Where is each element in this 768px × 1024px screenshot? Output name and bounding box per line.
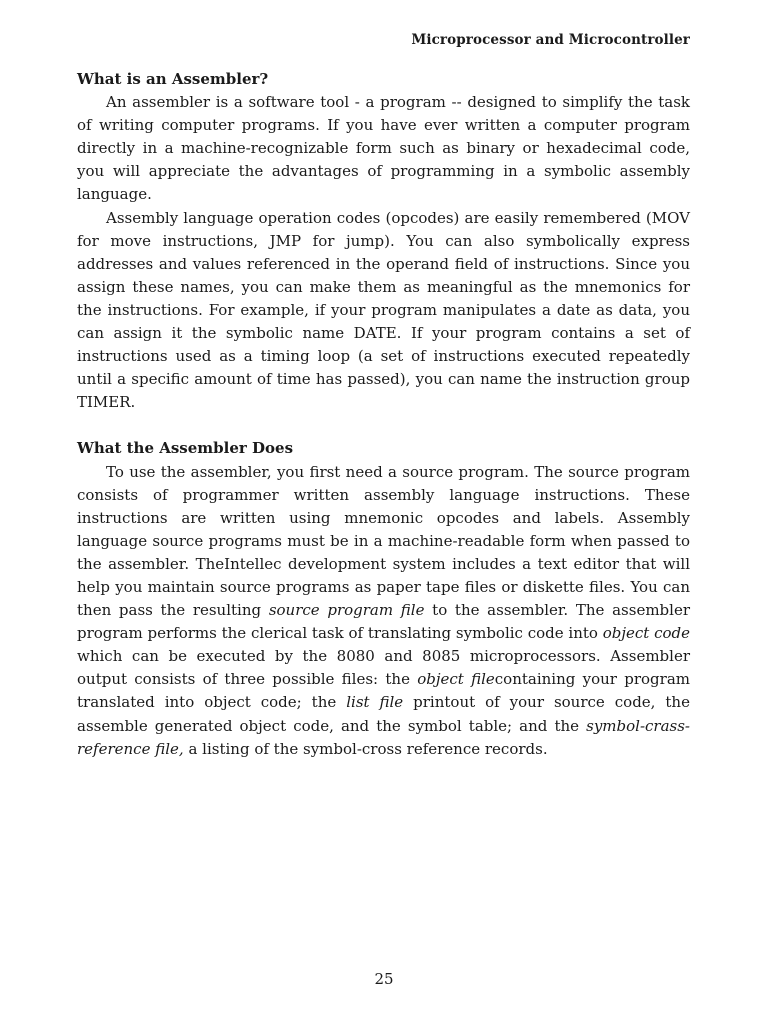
section-what-the-assembler-does <box>77 437 690 760</box>
italic-term: symbol-crass-reference file, <box>77 716 690 758</box>
italic-term: object file <box>417 670 495 689</box>
text-run: To use the assembler, you first need a source program. The source program consists of programmer written assembly language instructions. These instructions are written using mnemonic opcodes and labels. Assembly language source programs must be in a machine-readable form when passed to the assembler. TheIntellec development system includes a text editor that will help you maintain source programs as paper tape files or diskette files. You can then pass the resulting <box>77 462 690 620</box>
running-header: Microprocessor and Microcontroller <box>411 32 690 48</box>
text-run: which can be executed by the 8080 and 8085 microprocessors. Assembler output consists of three possible files: the <box>77 647 690 689</box>
text-run: printout of your source code, the assemble generated object code, and the symbol table; and the <box>77 693 690 735</box>
text-run: containing your program translated into object code; the <box>77 670 690 712</box>
text-run: a listing of the symbol-cross reference records. <box>183 739 548 758</box>
section-heading: What is an Assembler? <box>77 70 269 88</box>
italic-term: source program file <box>268 601 425 620</box>
page-body <box>77 68 690 761</box>
body-paragraph: Assembly language operation codes (opcodes) are easily remembered (MOV for move instructions, JMP for jump). You can also symbolically express addresses and values referenced in the operand field of instructions. Since you assign these names, you can make them as meaningful as the mnemonics for the instructions. For example, if your program manipulates a date as data, you can assign it the symbolic name DATE. If your program contains a set of instructions used as a timing loop (a set of instructions executed repeatedly until a specific amount of time has passed), you can name the instruction group TIMER. <box>77 208 690 412</box>
body-paragraph <box>77 461 690 761</box>
page-number: 25 <box>374 970 394 988</box>
body-paragraph: An assembler is a software tool - a program -- designed to simplify the task of writing computer programs. If you have ever written a computer program directly in a machine-recognizable form such as binary or hexadecimal code, you will appreciate the advantages of programming in a symbolic assembly language. <box>77 93 690 204</box>
italic-term: object code <box>602 624 690 643</box>
section-heading: What the Assembler Does <box>77 439 294 458</box>
section-what-is-an-assembler <box>77 68 690 414</box>
italic-term: list file <box>346 693 404 712</box>
text-run: to the assembler. The assembler program performs the clerical task of translating symbolic code into <box>77 601 690 643</box>
